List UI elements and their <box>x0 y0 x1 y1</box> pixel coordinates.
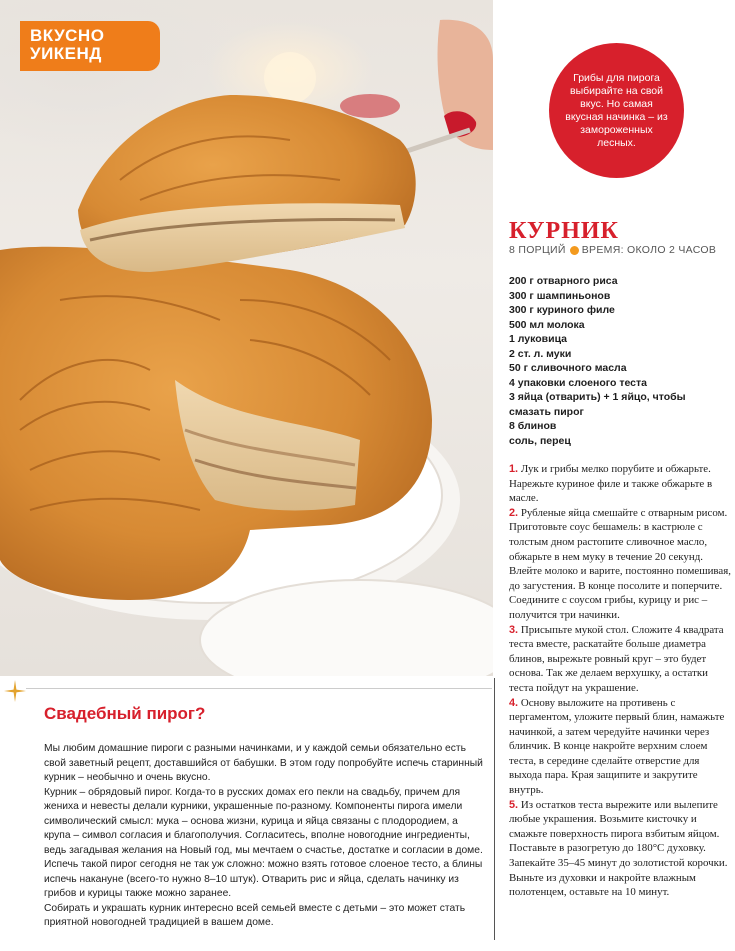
ingredients-list <box>509 274 686 448</box>
article-title: Свадебный пирог? <box>44 704 206 723</box>
step-text: Присыпьте мукой стол. Сложите 4 квадрата теста вместе, раскатайте больше диаметра блинов, вырежьте ровный круг – это будет основа. Так же делаем верхушку, а остатки теста пойдут на украшение. <box>509 623 724 694</box>
step-number: 4. <box>509 696 519 709</box>
portions: 8 ПОРЦИЙ <box>509 244 566 256</box>
bullet-dot-icon <box>570 246 579 255</box>
recipe-meta <box>509 244 716 256</box>
step-text: Из остатков теста вырежите или вылепите любые украшения. Возьмите кисточку и смажьте поверхность пирога взбитым яйцом. Поставьте в разогретую до 180°С духовку. Запекайте 35–45 минут до золотистой корочки. Выньте из духовки и накройте влажным полотенцем, оставьте на 10 минут. <box>509 798 728 899</box>
article-body <box>44 742 484 931</box>
step-5 <box>509 798 731 900</box>
article-paragraph: Мы любим домашние пироги с разными начинками, и у каждой семьи обязательно есть свой заветный рецепт, доставшийся от бабушки. В этом году попробуйте испечь старинный курник – необычно и очень вкусно. <box>44 743 483 783</box>
step-1 <box>509 462 731 506</box>
column-divider <box>494 678 495 940</box>
recipe-steps <box>509 462 731 900</box>
ingredient-item: соль, перец <box>509 434 571 447</box>
cook-time: ВРЕМЯ: ОКОЛО 2 ЧАСОВ <box>581 244 717 256</box>
ingredient-item: 300 г куриного филе <box>509 304 615 316</box>
sparkle-icon <box>4 680 26 702</box>
ingredient-item: 50 г сливочного масла <box>509 362 627 374</box>
kurnik-pie-illustration <box>0 0 493 676</box>
step-number: 3. <box>509 623 519 636</box>
ingredient-item: 8 блинов <box>509 420 557 432</box>
mushroom-tip-note <box>549 43 684 178</box>
ingredient-item: 4 упаковки слоеного теста <box>509 376 648 389</box>
section-divider <box>26 688 492 689</box>
article-paragraph: Курник – обрядовый пирог. Когда-то в русских домах его пекли на свадьбу, причем для жениха и невесты делали курники, украшенные по-разному. Компоненты пирога имели символический смысл: мука – основа жизни, курица и яйца связаны с плодородием, а крупа – символ согласия и благополучия. Согласитесь, вполне новогодние ингредиенты, ведь загадывая желания на Новый год, мы мечтаем о счастье, достатке и согласии в доме. <box>44 786 483 856</box>
article-paragraph: Собирать и украшать курник интересно всей семьей вместе с детьми – это может стать приятной новогодней традицией в вашем доме. <box>44 902 466 928</box>
ingredient-item: 300 г шампиньонов <box>509 289 611 302</box>
note-text: Грибы для пирога выбирайте на свой вкус. Но самая вкусная начинка – из замороженных лесных. <box>565 71 668 149</box>
ingredient-item: 500 мл молока <box>509 318 585 331</box>
badge-line-1: ВКУСНО <box>30 26 105 45</box>
ingredient-item: 2 ст. л. муки <box>509 347 572 360</box>
step-text: Лук и грибы мелко порубите и обжарьте. Нарежьте куриное филе и также обжарьте в масле. <box>509 463 713 505</box>
pie-photo <box>0 0 493 676</box>
recipe-title: КУРНИК <box>509 218 619 244</box>
badge-line-2: УИКЕНД <box>30 44 102 63</box>
section-badge <box>20 21 160 71</box>
ingredient-item: 1 луковица <box>509 333 567 345</box>
step-4 <box>509 696 731 798</box>
article-paragraph: Испечь такой пирог сегодня не так уж сложно: можно взять готовое слоеное тесто, а блины испечь накануне (всего-то нужно 8–10 штук). Отварить рис и яйца, сделать начинку из грибов и курицы также можно заранее. <box>44 859 483 899</box>
step-3 <box>509 623 731 696</box>
step-2 <box>509 506 731 623</box>
step-number: 1. <box>509 463 519 475</box>
step-text: Основу выложите на противень с пергаментом, уложите первый блин, намажьте начинкой, а затем чередуйте начинки через блинчик. В конце накройте верхним слоем теста, в середине сделайте отверстие для выхода пара. Края защипите и закрутите внутрь. <box>509 696 725 797</box>
ingredient-item: смазать пирог <box>509 405 584 418</box>
step-number: 2. <box>509 506 519 519</box>
step-text: Рубленые яйца смешайте с отварным рисом. Приготовьте соус бешамель: в кастрюле с толстым дном растопите сливочное масло, обжарьте в нем муку в течение 20 секунд. Влейте молоко и варите, постоянно помешивая, до загустения. В конце посолите и поперчите. Соедините с соусом грибы, курицу и рис – получится три начинки. <box>509 506 731 621</box>
step-number: 5. <box>509 798 519 811</box>
ingredient-item: 200 г отварного риса <box>509 275 618 287</box>
ingredient-item: 3 яйца (отварить) + 1 яйцо, чтобы <box>509 391 686 403</box>
